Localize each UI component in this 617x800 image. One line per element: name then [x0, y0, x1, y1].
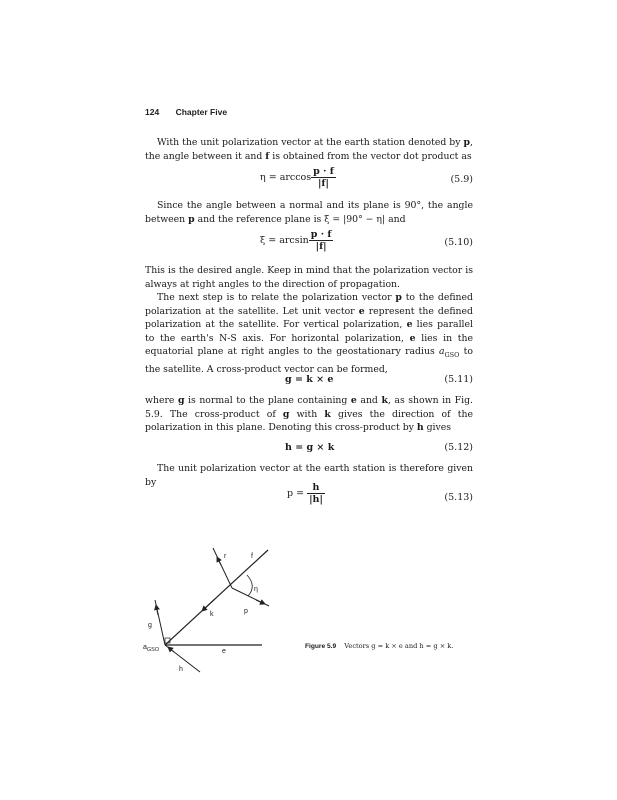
- page-number: 124: [145, 107, 160, 117]
- label-eta: η: [254, 586, 258, 593]
- figure-caption-label: Figure 5.9: [305, 643, 337, 650]
- equation-5-13: p = $\frac{h}{|h|}$ (5.13): [287, 482, 473, 505]
- equation-5-12: h = g × k (5.12): [285, 442, 473, 453]
- label-e: e: [222, 648, 226, 655]
- equation-number: (5.11): [444, 374, 473, 385]
- paragraph-5: where g is normal to the plane containing e and k, as shown in Fig. 5.9. The cross-product of g with k gives the direction of the polarization in this plane. Denoting this cross-product by h gives: [145, 395, 473, 434]
- r-arrow: [217, 557, 221, 565]
- label-a: $a_{GSO}$: [143, 644, 160, 653]
- equation-5-10: ξ = arcsin $\frac{p \cdot f}{|f|}$ (5.10): [260, 229, 473, 252]
- equation-number: (5.13): [444, 492, 473, 503]
- paragraph-3: This is the desired angle. Keep in mind that the polarization vector is always at right angles to the direction of propagation.: [145, 265, 473, 290]
- paragraph-2: Since the angle between a normal and its plane is 90°, the angle between p and the reference plane is ξ = |90° − η| and: [145, 200, 473, 225]
- label-f: f: [251, 553, 253, 560]
- figure-caption: [305, 642, 453, 650]
- label-h: h: [179, 666, 183, 673]
- p-arrow: [256, 600, 265, 604]
- equation-number: (5.9): [450, 174, 473, 185]
- label-p: p: [244, 608, 248, 615]
- figure-caption-text: Vectors g = k × e and h = g × k.: [344, 642, 454, 650]
- label-r: r: [224, 553, 227, 560]
- equation-number: (5.12): [444, 442, 473, 453]
- label-g: g: [148, 622, 152, 629]
- r-vector-line: [213, 548, 232, 588]
- eta-arc: [247, 575, 252, 596]
- paragraph-1: With the unit polarization vector at the earth station denoted by p, the angle between it and f is obtained from the vector dot product as: [145, 137, 473, 162]
- label-k: k: [210, 611, 214, 618]
- equation-number: (5.10): [444, 237, 473, 248]
- h-arrow: [168, 647, 174, 652]
- paragraph-6: The unit polarization vector at the earth station is therefore given by: [145, 463, 473, 488]
- equation-5-9: η = arccos $\frac{p \cdot f}{|f|}$ (5.9): [260, 166, 473, 189]
- paragraph-4: The next step is to relate the polarization vector p to the defined polarization at the satellite. Let unit vector e represent the defined polarization at the satellite. For vertical polarization, e lies parallel to the earth's N-S axis. For horizontal polarization, e lies in the equatorial plane at right angles to the geostationary radius $a_{GSO}$ to the satellite. A cross-product vector can be formed,: [145, 292, 473, 375]
- chapter-title: Chapter Five: [175, 107, 228, 117]
- equation-5-11: g = k × e (5.11): [285, 374, 473, 385]
- k-arrow: [202, 599, 215, 611]
